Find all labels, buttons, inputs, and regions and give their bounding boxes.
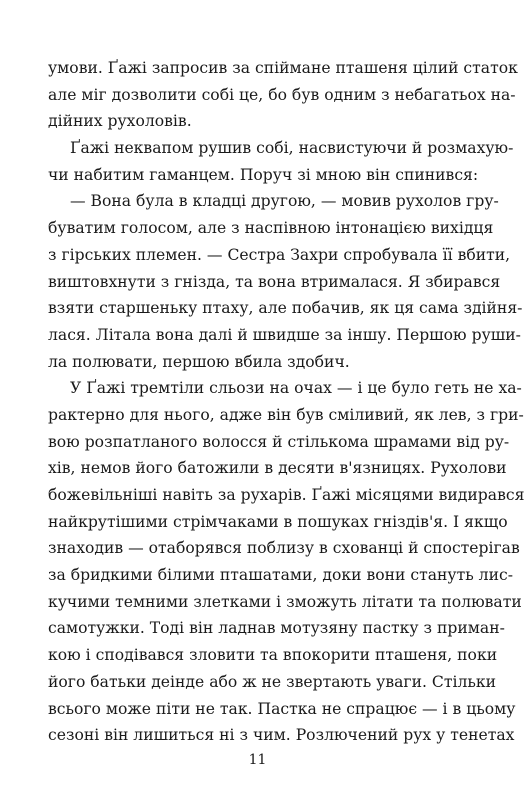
text-line: вою розпатланого волосся й стількома шрамами від ру-	[48, 432, 510, 451]
text-line: взяти старшеньку птаху, але побачив, як ця сама здійня-	[48, 299, 523, 318]
text-line: хів, немов його батожили в десяти в'язницях. Рухолови	[48, 459, 507, 478]
text-line: але міг дозволити собі це, бо був одним з небагатьох на-	[48, 85, 516, 104]
text-line: рактерно для нього, адже він був сміливий, як лев, з гри-	[48, 405, 524, 424]
text-line: всього може піти не так. Пастка не спрацює — і в цьому	[48, 699, 516, 718]
text-line: чи набитим гаманцем. Поруч зі мною він спинився:	[48, 165, 479, 184]
text-line: знаходив — отаборявся поблизу в схованці й спостерігав	[48, 539, 520, 558]
text-line: — Вона була в кладці другою, — мовив рухолов гру-	[70, 192, 499, 211]
text-line: буватим голосом, але з наспівною інтонацією вихідця	[48, 219, 494, 238]
text-line: умови. Ґажі запросив за спійманe пташеня цілий статок	[48, 59, 518, 77]
text-line: з гірських племен. — Сестра Захри спробувала її вбити,	[48, 245, 511, 264]
text-line: лася. Літала вона далі й швидше за іншу. Першою руши-	[48, 325, 521, 344]
text-line: божевільніші навіть за рухарів. Ґажі місяцями видирався	[48, 486, 524, 504]
text-line: дійних рухоловів.	[48, 112, 192, 131]
text-line: У Ґажі тремтіли сльози на очах — і це було геть не ха-	[70, 379, 522, 398]
text-line: сезоні він лишиться ні з чим. Розлючений рух у тенетах	[48, 726, 515, 745]
text-line: кою і сподівався зловити та впокорити пташеня, поки	[48, 646, 498, 665]
text-line: виштовхнути з гнізда, та вона втрималася. Я збирався	[48, 272, 501, 291]
text-line: кучими темними злетками і зможуть літати та полювати	[48, 592, 522, 611]
page-number: 11	[248, 752, 267, 768]
text-line: його батьки деінде або ж не звертають уваги. Стільки	[48, 672, 496, 691]
text-line: ла полювати, першою вбила здобич.	[48, 352, 350, 371]
text-line: Ґажі неквапом рушив собі, насвистуючи й розмахую-	[70, 139, 514, 158]
body-text	[48, 55, 524, 749]
text-line: найкрутішими стрімчаками в пошуках гніздів'я. І якщо	[48, 512, 508, 531]
text-line: за бридкими білими пташатами, доки вони стануть лис-	[48, 566, 513, 585]
text-line: самотужки. Тоді він ладнав мотузяну пастку з приман-	[48, 619, 505, 638]
